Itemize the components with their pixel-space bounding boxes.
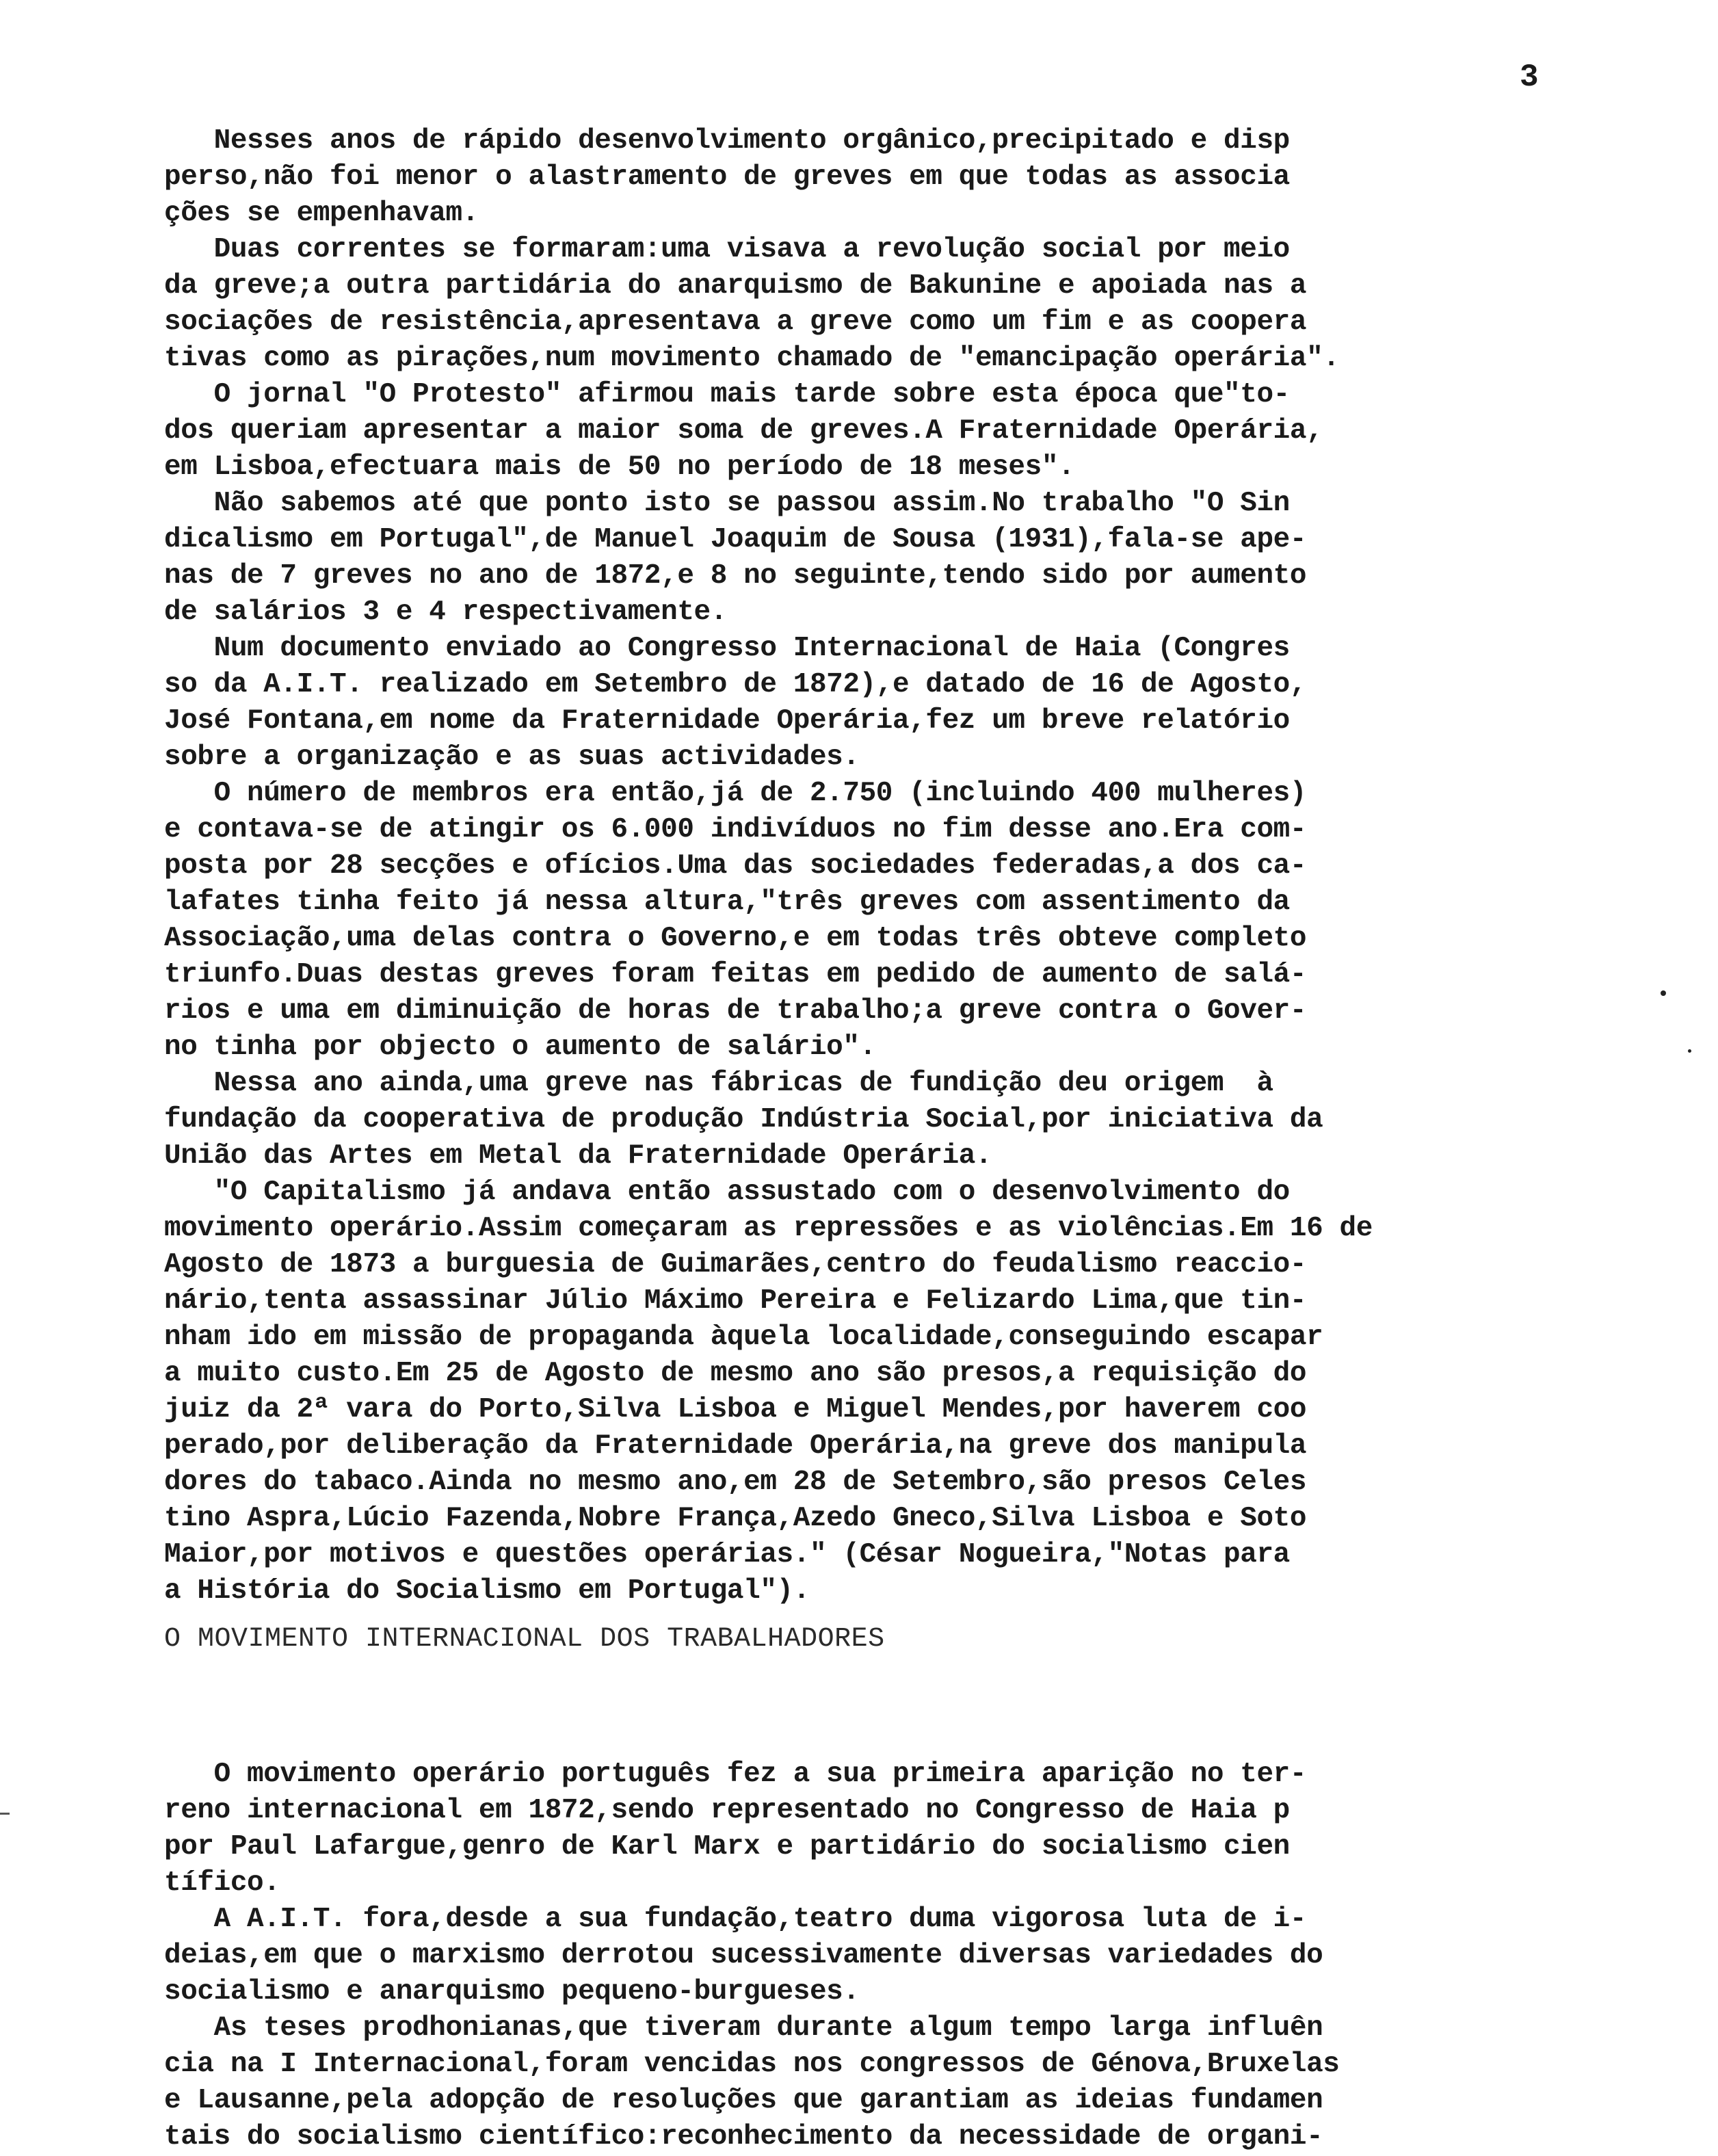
- text-line: "O Capitalismo já andava então assustado com o desenvolvimento do: [164, 1176, 1290, 1208]
- text-line: rios e uma em diminuição de horas de trabalho;a greve contra o Gover-: [164, 995, 1307, 1027]
- text-line: tais do socialismo científico:reconhecimento da necessidade de organi-: [164, 2121, 1323, 2153]
- text-line: Agosto de 1873 a burguesia de Guimarães,centro do feudalismo reaccio-: [164, 1249, 1307, 1280]
- text-line: Maior,por motivos e questões operárias." (César Nogueira,"Notas para: [164, 1539, 1290, 1570]
- text-line: ções se empenhavam.: [164, 198, 479, 229]
- text-line: A A.I.T. fora,desde a sua fundação,teatro duma vigorosa luta de i-: [164, 1904, 1307, 1935]
- text-line: Num documento enviado ao Congresso Internacional de Haia (Congres: [164, 633, 1290, 664]
- text-line: e Lausanne,pela adopção de resoluções que garantiam as ideias fundamen: [164, 2085, 1323, 2116]
- text-line: nas de 7 greves no ano de 1872,e 8 no seguinte,tendo sido por aumento: [164, 560, 1307, 592]
- text-line: a História do Socialismo em Portugal").: [164, 1575, 810, 1607]
- text-line: Não sabemos até que ponto isto se passou assim.No trabalho "O Sin: [164, 488, 1290, 519]
- text-line: nário,tenta assassinar Júlio Máximo Pereira e Felizardo Lima,que tin-: [164, 1285, 1307, 1317]
- text-line: no tinha por objecto o aumento de salário".: [164, 1031, 876, 1063]
- text-line: Duas correntes se formaram:uma visava a revolução social por meio: [164, 234, 1290, 265]
- text-line: dos queriam apresentar a maior soma de greves.A Fraternidade Operária,: [164, 415, 1323, 447]
- text-line: socialismo e anarquismo pequeno-burgueses.: [164, 1976, 860, 2008]
- text-line: deias,em que o marxismo derrotou sucessivamente diversas variedades do: [164, 1940, 1323, 1971]
- page-number: 3: [1520, 60, 1539, 95]
- text-line: a muito custo.Em 25 de Agosto de mesmo ano são presos,a requisição do: [164, 1358, 1307, 1389]
- body-text-section-two: [164, 1757, 1607, 2155]
- text-line: José Fontana,em nome da Fraternidade Operária,fez um breve relatório: [164, 705, 1290, 737]
- text-line: de salários 3 e 4 respectivamente.: [164, 596, 727, 628]
- text-line: posta por 28 secções e ofícios.Uma das sociedades federadas,a dos ca-: [164, 850, 1307, 882]
- text-line: sociações de resistência,apresentava a greve como um fim e as coopera: [164, 306, 1307, 338]
- text-line: so da A.I.T. realizado em Setembro de 1872),e datado de 16 de Agosto,: [164, 669, 1307, 700]
- text-line: perado,por deliberação da Fraternidade Operária,na greve dos manipula: [164, 1430, 1307, 1462]
- text-line: dores do tabaco.Ainda no mesmo ano,em 28 de Setembro,são presos Celes: [164, 1467, 1307, 1498]
- text-line: dicalismo em Portugal",de Manuel Joaquim de Sousa (1931),fala-se ape-: [164, 524, 1307, 555]
- text-line: perso,não foi menor o alastramento de greves em que todas as associa: [164, 161, 1290, 193]
- ink-speck: [1661, 990, 1666, 996]
- text-line: União das Artes em Metal da Fraternidade Operária.: [164, 1140, 992, 1172]
- text-line: em Lisboa,efectuara mais de 50 no período de 18 meses".: [164, 451, 1075, 483]
- text-line: O movimento operário português fez a sua primeira aparição no ter-: [164, 1759, 1307, 1790]
- text-line: tino Aspra,Lúcio Fazenda,Nobre França,Azedo Gneco,Silva Lisboa e Soto: [164, 1503, 1307, 1534]
- margin-mark: [0, 1813, 10, 1815]
- text-line: tífico.: [164, 1867, 280, 1899]
- section-heading: O MOVIMENTO INTERNACIONAL DOS TRABALHADORES: [164, 1624, 885, 1655]
- text-line: fundação da cooperativa de produção Indústria Social,por iniciativa da: [164, 1104, 1323, 1135]
- text-line: sobre a organização e as suas actividades.: [164, 741, 860, 773]
- text-line: O jornal "O Protesto" afirmou mais tarde sobre esta época que"to-: [164, 379, 1290, 410]
- text-line: reno internacional em 1872,sendo representado no Congresso de Haia p: [164, 1795, 1290, 1826]
- text-line: juiz da 2ª vara do Porto,Silva Lisboa e Miguel Mendes,por haverem coo: [164, 1394, 1307, 1425]
- text-line: e contava-se de atingir os 6.000 indivíduos no fim desse ano.Era com-: [164, 814, 1307, 845]
- text-line: Associação,uma delas contra o Governo,e em todas três obteve completo: [164, 923, 1307, 954]
- ink-speck: [1688, 1049, 1691, 1053]
- text-line: Nesses anos de rápido desenvolvimento orgânico,precipitado e disp: [164, 125, 1290, 157]
- text-line: Nessa ano ainda,uma greve nas fábricas de fundição deu origem à: [164, 1068, 1273, 1099]
- text-line: da greve;a outra partidária do anarquismo de Bakunine e apoiada nas a: [164, 270, 1307, 302]
- text-line: movimento operário.Assim começaram as repressões e as violências.Em 16 de: [164, 1213, 1373, 1244]
- text-line: triunfo.Duas destas greves foram feitas em pedido de aumento de salá-: [164, 959, 1307, 990]
- text-line: As teses prodhonianas,que tiveram durante algum tempo larga influên: [164, 2012, 1323, 2044]
- text-line: cia na I Internacional,foram vencidas nos congressos de Génova,Bruxelas: [164, 2049, 1340, 2080]
- text-line: por Paul Lafargue,genro de Karl Marx e partidário do socialismo cien: [164, 1831, 1290, 1863]
- text-line: nham ido em missão de propaganda àquela localidade,conseguindo escapar: [164, 1322, 1323, 1353]
- text-line: lafates tinha feito já nessa altura,"três greves com assentimento da: [164, 886, 1290, 918]
- text-line: tivas como as pirações,num movimento chamado de "emancipação operária".: [164, 343, 1340, 374]
- body-text-section-one: [164, 123, 1607, 1609]
- text-line: O número de membros era então,já de 2.750 (incluindo 400 mulheres): [164, 778, 1307, 809]
